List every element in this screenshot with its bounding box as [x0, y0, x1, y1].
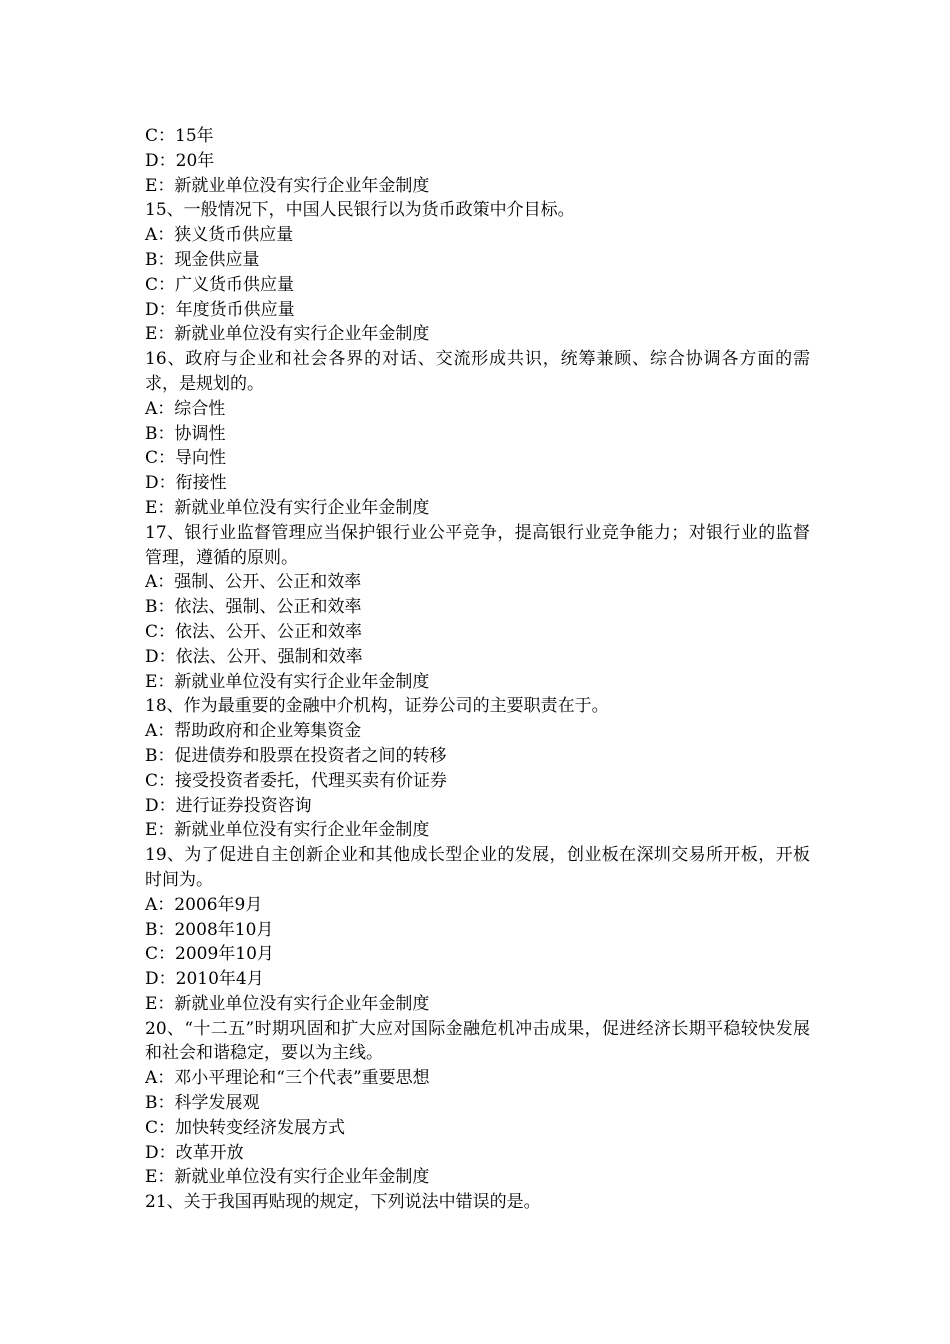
answer-option: C：接受投资者委托，代理买卖有价证券: [145, 770, 448, 791]
answer-option: C：导向性: [145, 448, 227, 469]
answer-option: D：依法、公开、强制和效率: [145, 646, 363, 667]
document-body: [145, 124, 810, 1215]
question-text: 20、“十二五”时期巩固和扩大应对国际金融危机冲击成果，促进经济长期平稳较快发展和社会和谐稳定，要以为主线。: [145, 1018, 810, 1064]
answer-option: E：新就业单位没有实行企业年金制度: [145, 497, 430, 518]
question-text: 21、关于我国再贴现的规定，下列说法中错误的是。: [145, 1192, 541, 1213]
answer-option: C：15年: [145, 126, 214, 146]
question-text: 18、作为最重要的金融中介机构，证券公司的主要职责在于。: [145, 696, 609, 717]
answer-option: B：科学发展观: [145, 1093, 260, 1114]
answer-option: A：强制、公开、公正和效率: [145, 572, 362, 593]
answer-option: C：广义货币供应量: [145, 274, 295, 295]
answer-option: D：2010年4月: [145, 969, 264, 990]
answer-option: E：新就业单位没有实行企业年金制度: [145, 1167, 430, 1188]
answer-option: C：2009年10月: [145, 944, 274, 965]
answer-option: B：依法、强制、公正和效率: [145, 597, 362, 618]
answer-option: B：协调性: [145, 423, 226, 444]
answer-option: E：新就业单位没有实行企业年金制度: [145, 671, 430, 692]
answer-option: A：2006年9月: [145, 894, 263, 915]
question-text: 19、为了促进自主创新企业和其他成长型企业的发展，创业板在深圳交易所开板，开板时间为。: [145, 845, 810, 890]
answer-option: D：衔接性: [145, 473, 227, 494]
answer-option: E：新就业单位没有实行企业年金制度: [145, 820, 430, 841]
answer-option: A：邓小平理论和“三个代表”重要思想: [145, 1068, 430, 1089]
question-text: 17、银行业监督管理应当保护银行业公平竞争，提高银行业竞争能力；对银行业的监督管理，遵循的原则。: [145, 522, 810, 568]
answer-option: B：现金供应量: [145, 249, 260, 270]
answer-option: E：新就业单位没有实行企业年金制度: [145, 175, 430, 196]
answer-option: D：改革开放: [145, 1142, 244, 1163]
answer-option: E：新就业单位没有实行企业年金制度: [145, 993, 430, 1014]
answer-option: C：加快转变经济发展方式: [145, 1117, 346, 1138]
answer-option: A：综合性: [145, 398, 226, 419]
answer-option: D：20年: [145, 150, 215, 171]
answer-option: C：依法、公开、公正和效率: [145, 621, 363, 642]
answer-option: D：年度货币供应量: [145, 299, 295, 320]
answer-option: B：2008年10月: [145, 919, 274, 940]
answer-option: E：新就业单位没有实行企业年金制度: [145, 324, 430, 345]
answer-option: D：进行证券投资咨询: [145, 795, 312, 816]
answer-option: B：促进债券和股票在投资者之间的转移: [145, 745, 447, 766]
question-text: 15、一般情况下，中国人民银行以为货币政策中介目标。: [145, 200, 575, 221]
question-text: 16、政府与企业和社会各界的对话、交流形成共识，统筹兼顾、综合协调各方面的需求，是规划的。: [145, 349, 810, 394]
answer-option: A：狭义货币供应量: [145, 225, 294, 246]
answer-option: A：帮助政府和企业筹集资金: [145, 721, 362, 742]
